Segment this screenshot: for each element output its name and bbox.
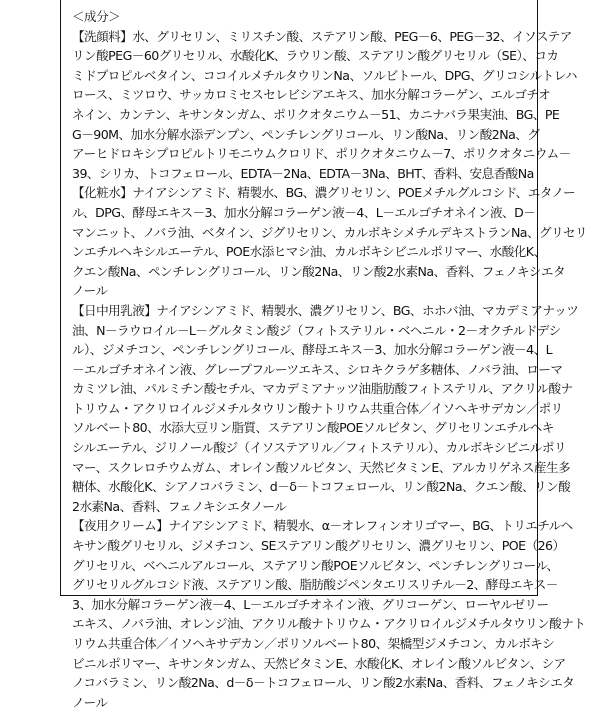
ingredients-heading: ＜成分＞ — [72, 9, 121, 24]
text-line: クエン酸Na、ペンチレングリコール、リン酸2Na、リン酸2水素Na、香料、フェノキシエタ — [72, 263, 566, 279]
text-line: アーヒドロキシプロピルトリモニウムクロリド、ポリクオタニウム－7、ポリクオタニウム－ — [72, 146, 571, 162]
text-line: ビニルポリマー、キサンタンガム、天然ビタミンE、水酸化K、オレイン酸ソルビタン、シア — [72, 655, 566, 671]
text-line: G－90M、加水分解水添デンプン、ペンチレングリコール、リン酸Na、リン酸2Na、グ — [72, 126, 540, 142]
text-line: リン酸PEG－60グリセリル、水酸化K、ラウリン酸、ステアリン酸グリセリル（SE）、コカ — [72, 48, 559, 64]
text-line: 【化粧水】ナイアシンアミド、精製水、BG、濃グリセリン、POEメチルグルコシド、エタノー — [72, 185, 576, 201]
text-line: －エルゴチオネイン液、グレープフルーツエキス、シロキクラゲ多糖体、ノバラ油、ローマ — [72, 361, 563, 377]
text-line: カミツレ油、パルミチン酸セチル、マカデミアナッツ油脂肪酸フィトステリル、アクリル酸ナ — [72, 381, 573, 397]
text-line: グリセリルグルコシド液、ステアリン酸、脂肪酸ジペンタエリスリチル－2、酵母エキス－ — [72, 577, 558, 593]
text-line: キサン酸グリセリル、ジメチコン、SEステアリン酸グリセリン、濃グリセリン、POE（26） — [72, 538, 565, 554]
text-line: ロース、ミツロウ、サッカロミセスセレビシアエキス、加水分解コラーゲン、エルゴチオ — [72, 87, 551, 103]
text-line: 糖体、水酸化K、シアノコバラミン、d－δ－トコフェロール、リン酸2Na、クエン酸、リン酸 — [72, 479, 571, 495]
text-line: 【日中用乳液】ナイアシンアミド、精製水、濃グリセリン、BG、ホホバ油、マカデミアナッツ — [72, 302, 579, 318]
text-line: ノコバラミン、リン酸2Na、d－δ－トコフェロール、リン酸2水素Na、香料、フェノキシエタ — [72, 675, 575, 691]
text-line: ミドプロピルベタイン、ココイルメチルタウリンNa、ソルビトール、DPG、グリコシルトレハ — [72, 67, 577, 83]
text-line: ノール — [72, 283, 108, 299]
text-line: ンエチルヘキシルエーテル、POE水添ヒマシ油、カルボキシビニルポリマー、水酸化K、 — [72, 244, 546, 260]
text-line: 【夜用クリーム】ナイアシンアミド、精製水、α－オレフィンオリゴマー、BG、トリエチルヘ — [72, 518, 573, 534]
text-line: 3、加水分解コラーゲン液－4、L－エルゴチオネイン液、グリコーゲン、ローヤルゼリー — [72, 596, 549, 612]
text-line: シルエーテル、ジリノール酸ジ（イソステアリル／フィトステリル）、カルボキシビニルポリ — [72, 440, 566, 456]
text-line: マンニット、ノバラ油、ベタイン、ジグリセリン、カルボキシメチルデキストランNa、グリセリ — [72, 224, 588, 240]
text-line: ノール — [72, 694, 108, 710]
text-line: マー、スクレロチウムガム、オレイン酸ソルビタン、天然ビタミンE、アルカリゲネス産生多 — [72, 459, 571, 475]
text-line: ソルベート80、水添大豆リン脂質、ステアリン酸POEソルビタン、グリセリンエチルヘキ — [72, 420, 554, 436]
text-line: 2水素Na、香料、フェノキシエタノール — [72, 498, 287, 514]
text-line: エキス、ノバラ油、オレンジ油、アクリル酸ナトリウム・アクリロイルジメチルタウリン酸ナト — [72, 616, 586, 632]
text-line: 39、シリカ、トコフェロール、EDTA－2Na、EDTA－3Na、BHT、香料、安息香酸Na — [72, 165, 534, 181]
text-line: トリウム・アクリロイルジメチルタウリン酸ナトリウム共重合体／イソヘキサデカン／ポリ — [72, 400, 563, 416]
text-line: ル）、ジメチコン、ペンチレングリコール、酵母エキス－3、加水分解コラーゲン液－4、L — [72, 342, 553, 358]
text-line: ル、DPG、酵母エキス－3、加水分解コラーゲン液－4、L－エルゴチオネイン液、D－ — [72, 204, 536, 220]
text-line: 油、N－ラウロイル－L－グルタミン酸ジ（フィトステリル・ベヘニル・2－オクチルドデシ — [72, 322, 561, 338]
ingredients-text — [72, 7, 588, 712]
text-line: グリセリル、ベヘニルアルコール、ステアリン酸POEソルビタン、ペンチレングリコール、 — [72, 557, 559, 573]
ingredients-panel — [60, 0, 588, 710]
text-line: リウム共重合体／イソヘキサデカン／ポリソルベート80、架橋型ジメチコン、カルボキシ — [72, 636, 555, 651]
text-line: ネイン、カンテン、キサンタンガム、ポリクオタニウム－51、カニナバラ果実油、BG、PE — [72, 106, 560, 122]
text-line: 【洗顔料】水、グリセリン、ミリスチン酸、ステアリン酸、PEG－6、PEG－32、イソステア — [72, 28, 572, 44]
